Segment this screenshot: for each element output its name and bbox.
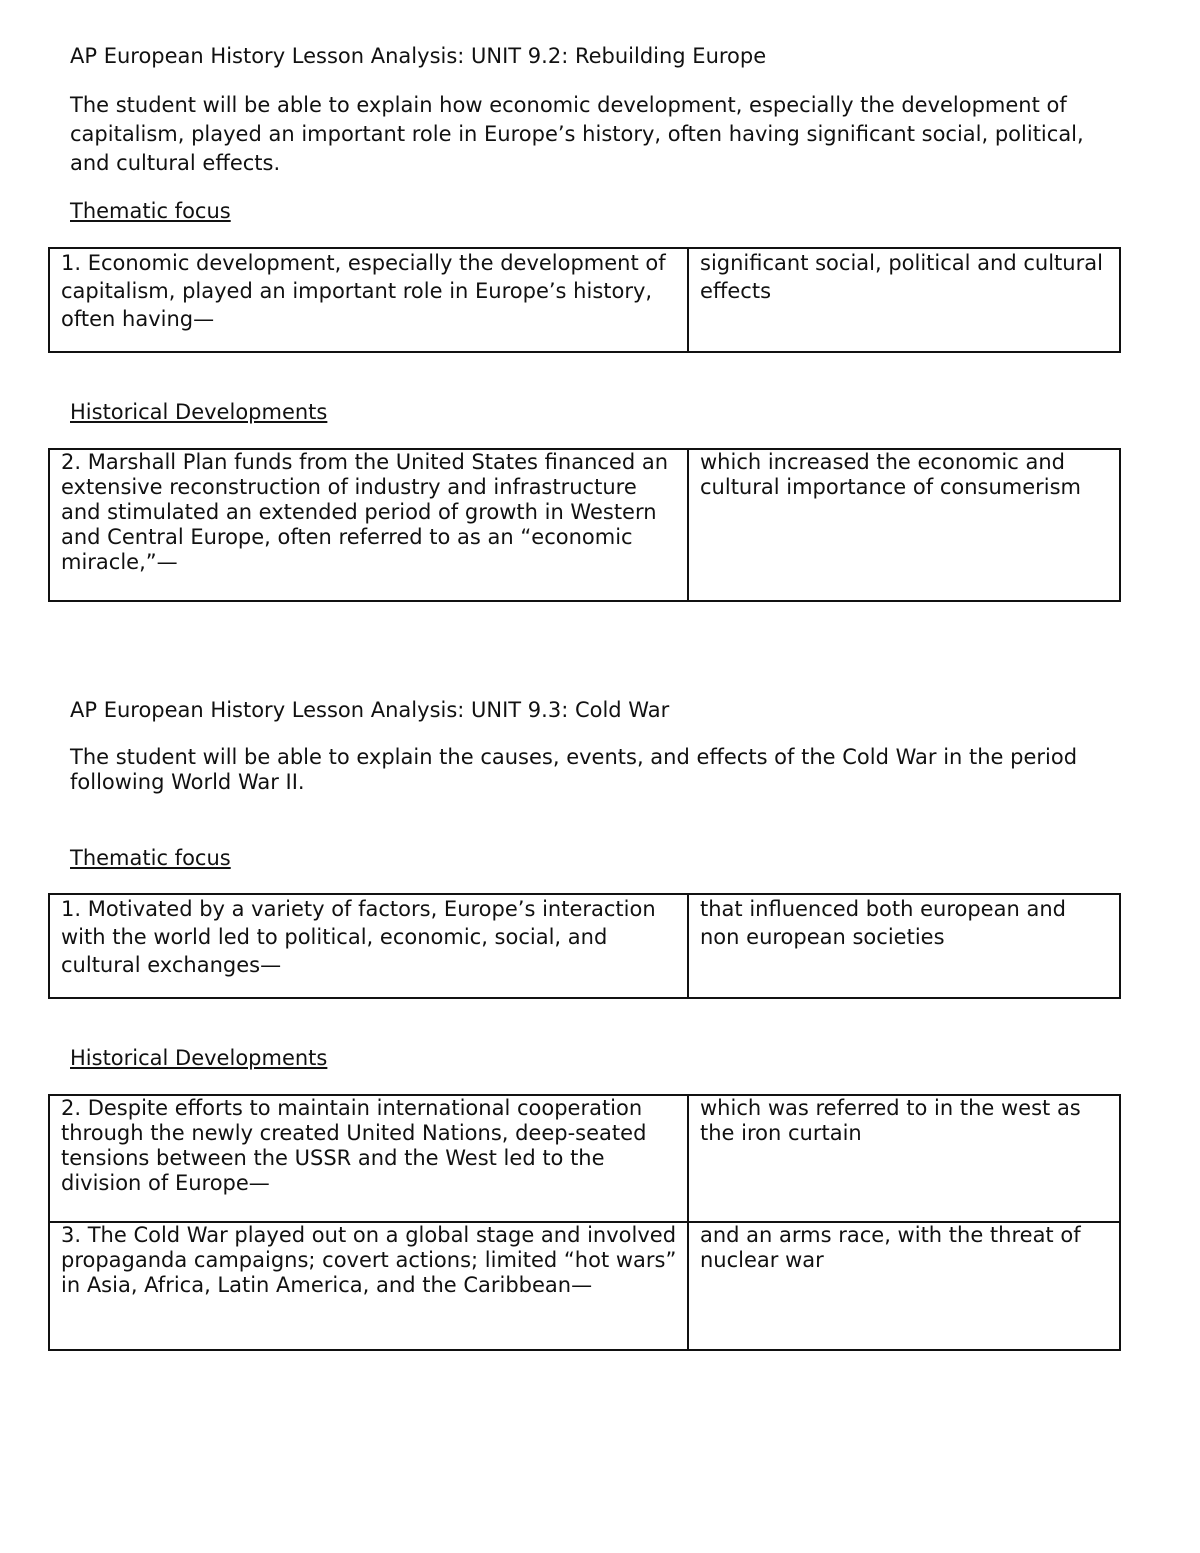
- unit-9-2-thematic-label: Thematic focus: [70, 199, 231, 223]
- table-row: [49, 1095, 1120, 1222]
- unit-9-3-historical-label: Historical Developments: [70, 1046, 328, 1070]
- unit-9-2-historical-label: Historical Developments: [70, 400, 328, 424]
- unit-9-3-objective: The student will be able to explain the causes, events, and effects of the Cold War in the period following World War II.: [70, 745, 1078, 794]
- table-cell-right: which increased the economic and cultural importance of consumerism: [688, 449, 1120, 601]
- unit-9-2-thematic-table: [48, 247, 1121, 353]
- unit-9-3-thematic-label: Thematic focus: [70, 846, 231, 870]
- table-cell-left: 1. Economic development, especially the development of capitalism, played an important role in Europe’s history, often having—: [49, 248, 688, 352]
- table-row: [49, 449, 1120, 601]
- table-cell-right: which was referred to in the west as the iron curtain: [688, 1095, 1120, 1222]
- table-cell-left: 2. Despite efforts to maintain international cooperation through the newly created United Nations, deep-seated tensions between the USSR and the West led to the division of Europe—: [49, 1095, 688, 1222]
- unit-9-3-thematic-table: [48, 893, 1121, 999]
- table-row: [49, 248, 1120, 352]
- unit-9-2-objective: The student will be able to explain how economic development, especially the development of capitalism, played an important role in Europe’s history, often having significant social, political, and cultural effects.: [70, 93, 1084, 175]
- unit-9-2-historical-table: [48, 448, 1121, 602]
- table-cell-left: 3. The Cold War played out on a global stage and involved propaganda campaigns; covert actions; limited “hot wars” in Asia, Africa, Latin America, and the Caribbean—: [49, 1222, 688, 1350]
- table-cell-left: 2. Marshall Plan funds from the United States financed an extensive reconstruction of industry and infrastructure and stimulated an extended period of growth in Western and Central Europe, often referred to as an “economic miracle,”—: [49, 449, 688, 601]
- unit-9-3-title: AP European History Lesson Analysis: UNIT 9.3: Cold War: [70, 698, 670, 722]
- unit-9-2-title: AP European History Lesson Analysis: UNIT 9.2: Rebuilding Europe: [70, 44, 767, 68]
- table-cell-right: significant social, political and cultural effects: [688, 248, 1120, 352]
- unit-9-3-historical-table: [48, 1094, 1121, 1351]
- table-cell-right: and an arms race, with the threat of nuclear war: [688, 1222, 1120, 1350]
- table-cell-right: that influenced both european and non european societies: [688, 894, 1120, 998]
- table-cell-left: 1. Motivated by a variety of factors, Europe’s interaction with the world led to political, economic, social, and cultural exchanges—: [49, 894, 688, 998]
- table-row: [49, 1222, 1120, 1350]
- table-row: [49, 894, 1120, 998]
